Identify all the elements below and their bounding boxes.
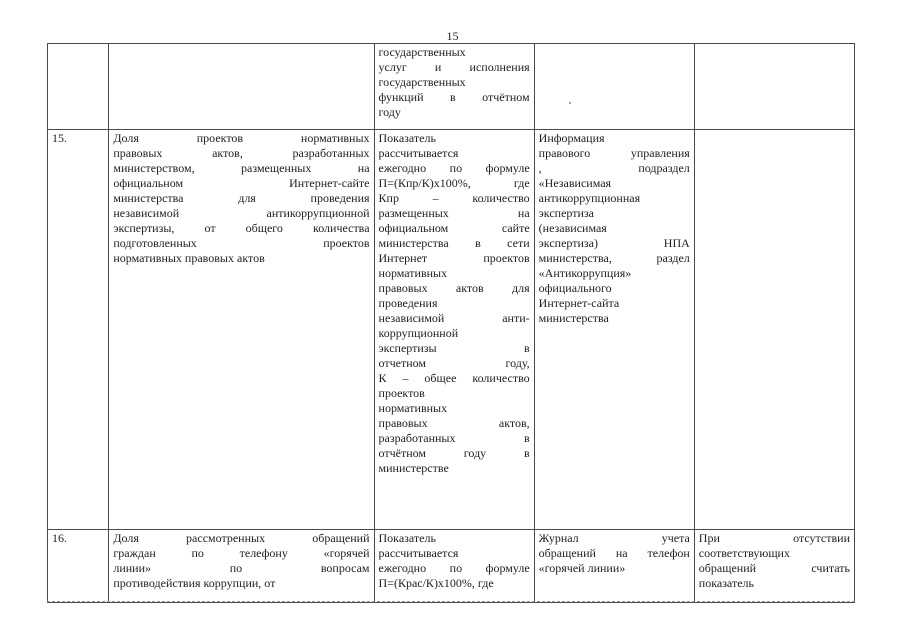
scan-speck [569,102,571,104]
table-row-16 [48,530,855,603]
page-number: 15 [446,29,459,43]
text-line: коррупционной [378,326,459,340]
text-line: официальном Интернет-сайте [113,176,370,190]
text-line: разработанных в [378,431,530,445]
text-line: (независимая [538,221,607,235]
text-line: размещенных на [378,206,530,220]
text-line: услуг и исполнения [378,60,530,74]
text-line: правовых актов для [378,281,530,295]
cell-number [48,530,109,603]
row-number: 16. [52,531,67,545]
text-line: государственных [378,45,466,59]
table-row-continued [48,44,855,130]
text-line: Информация [538,131,605,145]
text-line: независимой анти- [378,311,530,325]
text-line: Доля рассмотренных обращений [113,531,370,545]
text-line: «горячей линии» [538,561,626,575]
text-line: показатель [698,576,754,590]
cell-source [534,130,694,530]
text-line: Показатель [378,131,436,145]
text-line: правовых актов, [378,416,530,430]
text-line: обращений считать [698,561,850,575]
text-line: проведения [378,296,438,310]
text-line: официального [538,281,612,295]
text-line: министерства в сети [378,236,530,250]
text-line: , подраздел [538,161,690,175]
text-line: министерства, раздел [538,251,690,265]
text-line: К – общее количество [378,371,530,385]
text-line: отчетном году, [378,356,530,370]
text-line: обращений на телефон [538,546,690,560]
text-line: подготовленных проектов [113,236,370,250]
indicators-table [47,43,855,603]
cell-number [48,44,109,130]
text-line: При отсутствии [698,531,850,545]
cell-note [694,44,854,130]
text-line: министерством, размещенных на [113,161,370,175]
text-line: министерстве [378,461,449,475]
text-line: антикоррупционная [538,191,641,205]
row-number: 15. [52,131,67,145]
text-line: Кпр – количество [378,191,530,205]
text-line: правовых актов, разработанных [113,146,370,160]
text-line: отчётном году в [378,446,530,460]
text-line: проектов [378,386,425,400]
text-line: министерства [538,311,609,325]
text-line: соответствующих [698,546,790,560]
cell-source [534,44,694,130]
cell-source [534,530,694,603]
text-line: линии» по вопросам [113,561,370,575]
text-line: экспертизы, от общего количества [113,221,370,235]
text-line: граждан по телефону «горячей [113,546,370,560]
cell-number [48,130,109,530]
cell-indicator [109,44,374,130]
cell-note [694,530,854,603]
text-line: ежегодно по формуле [378,161,530,175]
text-line: П=(Крас/К)х100%, где [378,576,494,590]
text-line: Доля проектов нормативных [113,131,370,145]
text-line: экспертиза [538,206,594,220]
text-line: рассчитывается [378,546,459,560]
text-line: Показатель [378,531,436,545]
text-line: экспертиза) НПА [538,236,690,250]
text-line: противодействия коррупции, от [113,576,276,590]
text-line: «Независимая [538,176,612,190]
text-line: нормативных [378,266,448,280]
text-line: ежегодно по формуле [378,561,530,575]
text-line: официальном сайте [378,221,530,235]
text-line: министерства для проведения [113,191,370,205]
text-line: нормативных правовых актов [113,251,265,265]
cell-method [374,530,534,603]
text-line: Интернет-сайта [538,296,620,310]
text-line: правового управления [538,146,690,160]
text-line: государственных [378,75,466,89]
cell-indicator [109,530,374,603]
cell-indicator [109,130,374,530]
text-line: экспертизы в [378,341,530,355]
cell-note [694,130,854,530]
text-line: нормативных [378,401,448,415]
cell-method [374,44,534,130]
page-cut-edge [47,601,855,602]
cell-method [374,130,534,530]
text-line: независимой антикоррупционной [113,206,370,220]
text-line: году [378,105,401,119]
text-line: П=(Кпр/К)х100%, где [378,176,530,190]
text-line: Интернет проектов [378,251,530,265]
text-line: «Антикоррупция» [538,266,632,280]
text-line: Журнал учета [538,531,690,545]
text-line: функций в отчётном [378,90,530,104]
table-row-15 [48,130,855,530]
text-line: рассчитывается [378,146,459,160]
